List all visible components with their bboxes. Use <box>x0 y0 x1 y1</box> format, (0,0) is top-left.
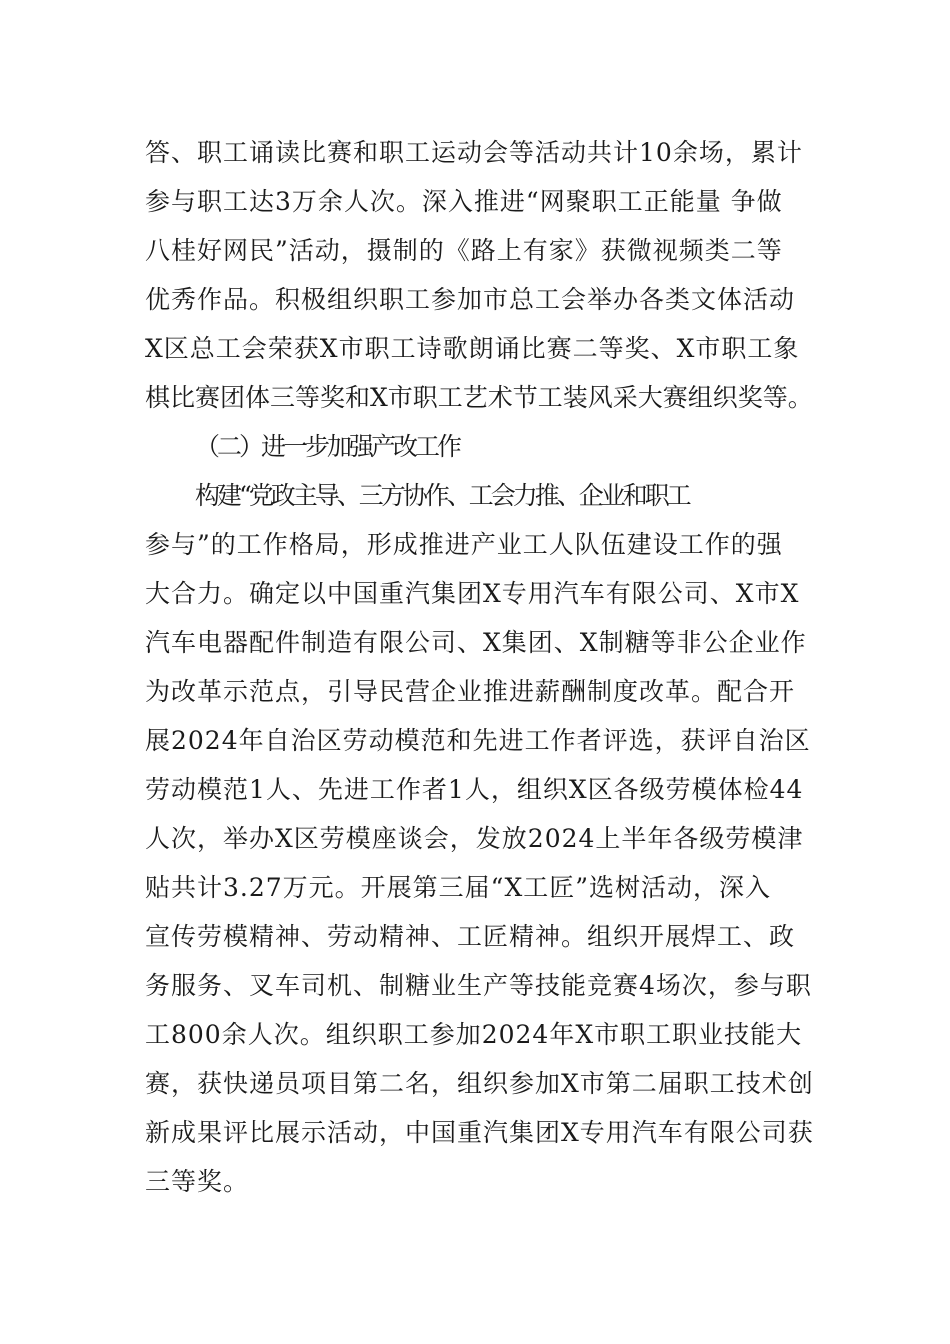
paragraph-line: 大合力。确定以中国重汽集团X专用汽车有限公司、X市X <box>145 579 800 608</box>
paragraph-line: 人次，举办X区劳模座谈会，发放2024上半年各级劳模津 <box>145 824 804 853</box>
paragraph-line: 答、职工诵读比赛和职工运动会等活动共计10余场，累计 <box>145 138 803 167</box>
paragraph-line: 劳动模范1人、先进工作者1人，组织X区各级劳模体检44 <box>145 775 804 804</box>
paragraph-line: 贴共计3.27万元。开展第三届“X工匠”选树活动，深入 <box>145 873 772 902</box>
paragraph-line: 八桂好网民”活动，摄制的《路上有家》获微视频类二等 <box>145 236 783 265</box>
paragraph-line: 三等奖。 <box>145 1167 250 1196</box>
section-heading: （二）进一步加强产改工作 <box>195 432 460 461</box>
paragraph-line: 汽车电器配件制造有限公司、X集团、X制糖等非公企业作 <box>145 628 807 657</box>
paragraph-line: 构建“党政主导、三方协作、工会力推、企业和职工 <box>195 481 689 510</box>
paragraph-line: 宣传劳模精神、劳动精神、工匠精神。组织开展焊工、政 <box>145 922 796 951</box>
paragraph-line: X区总工会荣获X市职工诗歌朗诵比赛二等奖、X市职工象 <box>145 334 800 363</box>
paragraph-line: 优秀作品。积极组织职工参加市总工会举办各类文体活动 <box>145 285 796 314</box>
paragraph-line: 展2024年自治区劳动模范和先进工作者评选，获评自治区 <box>145 726 811 755</box>
paragraph-line: 参与”的工作格局，形成推进产业工人队伍建设工作的强 <box>145 530 783 559</box>
paragraph-line: 工800余人次。组织职工参加2024年X市职工职业技能大 <box>145 1020 803 1049</box>
paragraph-line: 为改革示范点，引导民营企业推进薪酬制度改革。配合开 <box>145 677 796 706</box>
paragraph-line: 务服务、叉车司机、制糖业生产等技能竞赛4场次，参与职 <box>145 971 812 1000</box>
paragraph-line: 棋比赛团体三等奖和X市职工艺术节工装风采大赛组织奖等。 <box>145 383 813 412</box>
paragraph-line: 新成果评比展示活动，中国重汽集团X专用汽车有限公司获 <box>145 1118 814 1147</box>
paragraph-line: 赛，获快递员项目第二名，组织参加X市第二届职工技术创 <box>145 1069 814 1098</box>
paragraph-line: 参与职工达3万余人次。深入推进“网聚职工正能量 争做 <box>145 187 783 216</box>
